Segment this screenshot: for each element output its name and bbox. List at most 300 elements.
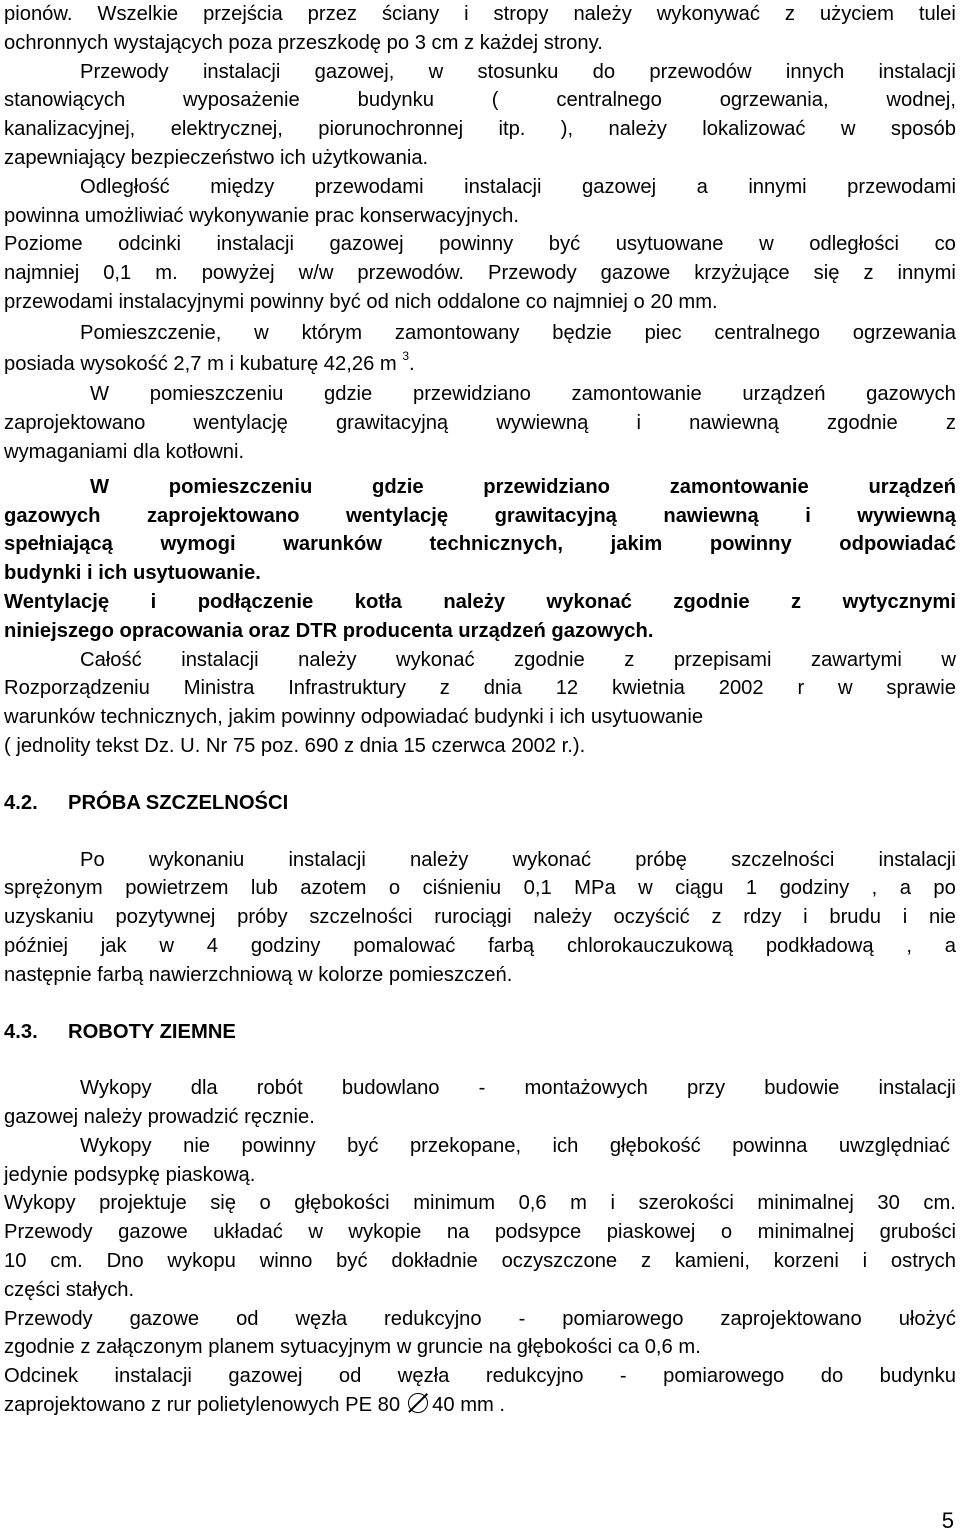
word: zgodnie — [673, 590, 750, 613]
word: się — [813, 262, 840, 285]
word: m — [570, 1192, 587, 1215]
word: nie — [928, 906, 956, 929]
word: wodnej, — [886, 89, 956, 112]
word: a — [899, 877, 911, 900]
text-line — [4, 1189, 956, 1218]
word: pozytywnej — [115, 906, 216, 929]
word: budynku — [879, 1365, 956, 1388]
text-line — [4, 674, 956, 703]
word: 4 — [206, 934, 219, 957]
word: zgodnie — [827, 412, 898, 435]
word: innych — [785, 60, 845, 83]
word: którym — [301, 321, 363, 344]
word: szerokości — [638, 1192, 734, 1215]
text-line — [4, 86, 956, 115]
word: próby — [237, 906, 288, 929]
word: gazowej, — [314, 60, 395, 83]
word: w — [428, 60, 444, 83]
word: zamontowanie — [669, 475, 809, 498]
word: należy — [533, 906, 592, 929]
word: należy — [443, 590, 506, 613]
word: od — [236, 1307, 259, 1330]
word: z — [784, 3, 795, 25]
word: grawitacyjną — [335, 412, 449, 435]
word: z — [711, 906, 722, 929]
word: pomalować — [353, 934, 456, 957]
word: i — [805, 504, 811, 527]
word: Rozporządzeniu — [4, 677, 150, 700]
word: ciągu — [675, 877, 724, 900]
section-heading — [4, 1018, 956, 1047]
word: zawartymi — [810, 648, 902, 671]
word: głębokość — [609, 1134, 701, 1157]
word: z — [439, 677, 450, 700]
word: brudu — [829, 906, 881, 929]
word: przejścia — [203, 3, 283, 25]
word: powinny — [439, 233, 514, 256]
text-line — [4, 0, 956, 29]
word: będzie — [552, 321, 612, 344]
word: technicznych, — [429, 533, 564, 556]
word: stanowiących — [4, 89, 126, 112]
section-number: 4.2. — [4, 791, 38, 814]
text-line: ( jednolity tekst Dz. U. Nr 75 poz. 690 z dnia 15 czerwca 2002 r.). — [4, 734, 586, 757]
word: wytycznymi — [842, 590, 956, 613]
word: w/w — [298, 262, 334, 285]
word: wykonać — [512, 848, 592, 871]
word: dla — [190, 1077, 218, 1100]
word: w — [159, 934, 174, 957]
word: 12 — [555, 677, 579, 700]
text-line: części stałych. — [4, 1278, 135, 1301]
word: przewodami — [847, 175, 956, 198]
text-line — [4, 1391, 956, 1420]
word: 30 — [877, 1192, 900, 1215]
word: głębokości — [294, 1192, 390, 1215]
word: przekopane, — [409, 1134, 522, 1157]
word: próbę — [635, 848, 687, 871]
word: wentylację — [345, 504, 449, 527]
text-line — [4, 115, 956, 144]
word: z — [791, 590, 802, 613]
text-line — [4, 1074, 956, 1103]
text-line — [4, 932, 956, 961]
word: instalacji — [878, 60, 956, 83]
text-line — [4, 1362, 956, 1391]
word: i — [803, 906, 808, 929]
word: zgodnie — [514, 648, 585, 671]
word: kamieni, — [674, 1250, 750, 1273]
word: uwzględniać — [838, 1134, 950, 1157]
section-title: PRÓBA SZCZELNOŚCI — [68, 791, 289, 814]
word: 1 — [745, 877, 758, 900]
word: węzła — [295, 1307, 348, 1330]
word: wykonać — [546, 590, 632, 613]
word: pomieszczeniu — [149, 383, 284, 406]
text-line — [4, 502, 956, 531]
word: podłączenie — [197, 590, 314, 613]
word: przewidziano — [412, 383, 531, 406]
text-line — [4, 1132, 950, 1161]
word: grawitacyjną — [494, 504, 617, 527]
text-line: jedynie podsypkę piaskową. — [4, 1163, 256, 1186]
text-line: niniejszego opracowania oraz DTR producenta urządzeń gazowych. — [4, 619, 654, 642]
word: W — [90, 475, 110, 498]
word: grubości — [879, 1221, 956, 1244]
word: rdzy — [743, 906, 782, 929]
word: ułożyć — [898, 1307, 956, 1330]
word: kotła — [354, 590, 402, 613]
word: Po — [80, 848, 105, 871]
word: oczyszczone — [501, 1250, 618, 1273]
text-line — [4, 259, 956, 288]
word: wywiewną — [496, 412, 589, 435]
word: Wykopy — [80, 1077, 152, 1100]
word: przewodów — [649, 60, 752, 83]
word: minimum — [413, 1192, 496, 1215]
word: gazowej — [582, 175, 657, 198]
word: być — [336, 1250, 368, 1273]
word: zaprojektowano — [720, 1307, 862, 1330]
word: przewidziano — [483, 475, 611, 498]
word: i — [610, 1192, 616, 1215]
word: minimalnej — [757, 1192, 854, 1215]
word: przewodami — [314, 175, 424, 198]
word: gdzie — [372, 475, 424, 498]
word: zaprojektowano — [146, 504, 300, 527]
word: lokalizować — [702, 118, 806, 141]
word: a — [944, 934, 956, 957]
word: wykonać — [396, 648, 475, 671]
word: sposób — [890, 118, 956, 141]
text-line — [4, 409, 956, 438]
word: warunków — [283, 533, 382, 556]
word: Infrastruktury — [288, 677, 406, 700]
diameter-icon — [408, 1393, 428, 1413]
word: stropy — [493, 3, 549, 25]
text-span: . — [409, 352, 415, 375]
word: godziny — [250, 934, 321, 957]
word: najmniej — [4, 262, 80, 285]
word: się — [210, 1192, 237, 1215]
word: z — [624, 648, 635, 671]
word: w — [254, 321, 269, 344]
word: innymi — [748, 175, 807, 198]
text-line — [4, 380, 956, 409]
word: rurociągi — [434, 906, 512, 929]
text-line — [4, 473, 956, 502]
section-title: ROBOTY ZIEMNE — [68, 1020, 236, 1043]
word: ściany — [381, 3, 440, 25]
word: tulei — [918, 3, 956, 25]
word: wykopie — [348, 1221, 422, 1244]
word: Wykopy — [4, 1192, 76, 1215]
word: instalacji — [878, 1077, 956, 1100]
word: szczelności — [309, 906, 413, 929]
word: Odcinek — [4, 1365, 79, 1388]
text-line — [4, 530, 956, 559]
word: pionów. — [4, 3, 73, 25]
text-span: posiada wysokość 2,7 m i kubaturę 42,26 m — [4, 352, 397, 375]
word: Pomieszczenie, — [80, 321, 222, 344]
word: uzyskaniu — [4, 906, 94, 929]
word: Wentylację — [4, 590, 110, 613]
word: z — [863, 262, 874, 285]
word: redukcyjno — [384, 1307, 482, 1330]
word: i — [862, 1250, 868, 1273]
word: przewodów. — [357, 262, 465, 285]
word: powinna — [732, 1134, 808, 1157]
word: Dno — [106, 1250, 144, 1273]
word: ciśnieniu — [422, 877, 502, 900]
word: 0,1 — [523, 877, 552, 900]
word: węzła — [397, 1365, 450, 1388]
word: projektuje — [99, 1192, 187, 1215]
word: Przewody — [80, 60, 169, 83]
word: sprawie — [886, 677, 956, 700]
superscript: 3 — [402, 348, 410, 363]
section-heading — [4, 789, 956, 818]
word: urządzeń — [868, 475, 956, 498]
word: gazowej — [228, 1365, 303, 1388]
word: w — [638, 877, 653, 900]
word: - — [478, 1077, 486, 1100]
word: na — [446, 1221, 470, 1244]
word: wymogi — [160, 533, 236, 556]
word: odcinki — [118, 233, 181, 256]
word: przez — [307, 3, 358, 25]
word: przepisami — [673, 648, 772, 671]
word: pomiarowego — [663, 1365, 785, 1388]
word: Odległość — [80, 175, 170, 198]
word: azotem — [300, 877, 367, 900]
word: , — [906, 934, 912, 957]
text-line: zgodnie z załączonym planem sytuacyjnym w gruncie na głębokości ca 0,6 m. — [4, 1336, 701, 1359]
word: po — [933, 877, 956, 900]
text-line: powinna umożliwiać wykonywanie prac konserwacyjnych. — [4, 204, 520, 227]
text-line: przewodami instalacyjnymi powinny być od nich oddalone co najmniej o 20 mm. — [4, 290, 718, 313]
word: gazowych — [4, 504, 101, 527]
word: sprężonym — [4, 877, 103, 900]
word: urządzeń — [742, 383, 826, 406]
word: instalacji — [114, 1365, 192, 1388]
word: ostrych — [890, 1250, 956, 1273]
word: W — [90, 383, 110, 406]
word: krzyżujące — [694, 262, 790, 285]
word: centralnego — [714, 321, 820, 344]
word: gazowe — [118, 1221, 188, 1244]
word: powinny — [241, 1134, 316, 1157]
text-line — [4, 903, 956, 932]
word: o — [388, 877, 401, 900]
text-line — [4, 1247, 956, 1276]
word: budowlano — [341, 1077, 440, 1100]
text-line — [4, 1305, 956, 1334]
word: Całość — [80, 648, 142, 671]
text-line — [4, 646, 956, 675]
word: MPa — [574, 877, 616, 900]
word: godziny — [779, 877, 850, 900]
word: Poziome — [4, 233, 83, 256]
word: dnia — [483, 677, 522, 700]
word: piorunochronnej — [318, 118, 464, 141]
word: powietrzem — [125, 877, 229, 900]
word: Przewody — [488, 262, 577, 285]
word: gazowe — [600, 262, 671, 285]
word: Wykopy — [80, 1134, 152, 1157]
word: - — [518, 1307, 526, 1330]
word: między — [210, 175, 275, 198]
text-line: warunków technicznych, jakim powinny odpowiadać budynki i ich usytuowanie — [4, 706, 704, 729]
word: montażowych — [524, 1077, 648, 1100]
text-line — [4, 319, 956, 348]
word: o — [259, 1192, 271, 1215]
word: m. — [155, 262, 178, 285]
word: co — [934, 233, 956, 256]
word: 0,1 — [103, 262, 132, 285]
word: spełniającą — [4, 533, 113, 556]
text-line: budynki i ich usytuowanie. — [4, 562, 261, 585]
text-line — [4, 1218, 956, 1247]
word: usytuowane — [615, 233, 724, 256]
word: nawiewną — [689, 412, 779, 435]
word: w — [838, 677, 853, 700]
text-line — [4, 350, 956, 379]
word: należy — [410, 848, 469, 871]
word: w — [308, 1221, 323, 1244]
word: , — [871, 877, 878, 900]
text-line — [4, 846, 956, 875]
word: redukcyjno — [485, 1365, 584, 1388]
word: wyposażenie — [183, 89, 300, 112]
word: instalacji — [181, 648, 259, 671]
word: kanalizacyjnej, — [4, 118, 136, 141]
word: piaskowej — [606, 1221, 696, 1244]
word: wykonaniu — [148, 848, 245, 871]
word: pomiarowego — [562, 1307, 684, 1330]
word: odległości — [809, 233, 900, 256]
text-line — [4, 58, 956, 87]
word: elektrycznej, — [170, 118, 283, 141]
word: ), — [560, 118, 574, 141]
word: użyciem — [819, 3, 894, 25]
word: później — [4, 934, 68, 957]
word: kwietnia — [611, 677, 685, 700]
word: być — [347, 1134, 379, 1157]
word: ogrzewania — [852, 321, 956, 344]
word: instalacji — [878, 848, 956, 871]
word: - — [619, 1365, 627, 1388]
text-line: gazowej należy prowadzić ręcznie. — [4, 1106, 315, 1129]
word: 2002 — [718, 677, 764, 700]
word: wentylację — [193, 412, 288, 435]
text-line: zapewniający bezpieczeństwo ich użytkowania. — [4, 146, 429, 169]
word: nawiewną — [663, 504, 759, 527]
word: itp. — [498, 118, 526, 141]
word: do — [820, 1365, 844, 1388]
word: i — [464, 3, 469, 25]
word: dokładnie — [391, 1250, 478, 1273]
word: Ministra — [183, 677, 255, 700]
word: w — [840, 118, 856, 141]
word: jak — [100, 934, 127, 957]
word: a — [696, 175, 708, 198]
word: budowie — [764, 1077, 840, 1100]
word: należy — [573, 3, 632, 25]
word: zamontowany — [394, 321, 520, 344]
text-span: 40 mm . — [432, 1394, 506, 1417]
word: instalacji — [288, 848, 366, 871]
word: 0,6 — [518, 1192, 547, 1215]
word: instalacji — [216, 233, 294, 256]
word: cm. — [923, 1192, 956, 1215]
word: od — [338, 1365, 362, 1388]
word: o — [720, 1221, 733, 1244]
word: przy — [686, 1077, 726, 1100]
word: wykopu — [167, 1250, 236, 1273]
word: r — [797, 677, 805, 700]
text-line — [4, 588, 956, 617]
word: cm. — [50, 1250, 83, 1273]
word: układać — [213, 1221, 283, 1244]
word: należy — [298, 648, 357, 671]
word: ( — [491, 89, 499, 112]
text-line: wymaganiami dla kotłowni. — [4, 440, 245, 463]
text-line: następnie farbą nawierzchniową w kolorze pomieszczeń. — [4, 963, 513, 986]
word: chlorokauczukową — [566, 934, 734, 957]
word: ogrzewania, — [719, 89, 829, 112]
word: piec — [644, 321, 682, 344]
word: powyżej — [201, 262, 275, 285]
page-number: 5 — [941, 1508, 954, 1533]
word: podkładową — [765, 934, 874, 957]
text-line — [4, 173, 956, 202]
word: robót — [256, 1077, 303, 1100]
word: wykonywać — [656, 3, 760, 25]
word: z — [945, 412, 956, 435]
section-number: 4.3. — [4, 1020, 38, 1043]
word: podsypce — [494, 1221, 582, 1244]
word: zaprojektowano — [4, 412, 146, 435]
text-line — [4, 874, 956, 903]
text-line: ochronnych wystających poza przeszkodę po 3 cm z każdej strony. — [4, 31, 603, 54]
word: oczyścić — [613, 906, 690, 929]
word: gazowe — [129, 1307, 200, 1330]
word: pomieszczeniu — [168, 475, 313, 498]
word: jakim — [610, 533, 663, 556]
word: centralnego — [556, 89, 662, 112]
text-line — [4, 230, 956, 259]
word: gazowej — [329, 233, 404, 256]
word: być — [548, 233, 581, 256]
word: minimalnej — [757, 1221, 855, 1244]
word: i — [902, 906, 908, 929]
word: odpowiadać — [839, 533, 956, 556]
word: budynku — [357, 89, 434, 112]
word: 10 — [4, 1250, 27, 1273]
word: wywiewną — [857, 504, 956, 527]
word: do — [592, 60, 616, 83]
word: szczelności — [731, 848, 835, 871]
word: korzeni — [773, 1250, 839, 1273]
word: farbą — [488, 934, 535, 957]
word: nie — [183, 1134, 211, 1157]
word: gdzie — [324, 383, 373, 406]
word: powinny — [709, 533, 792, 556]
word: instalacji — [464, 175, 542, 198]
text-span: zaprojektowano z rur polietylenowych PE 80 — [4, 1394, 401, 1417]
document-body — [4, 0, 956, 1420]
